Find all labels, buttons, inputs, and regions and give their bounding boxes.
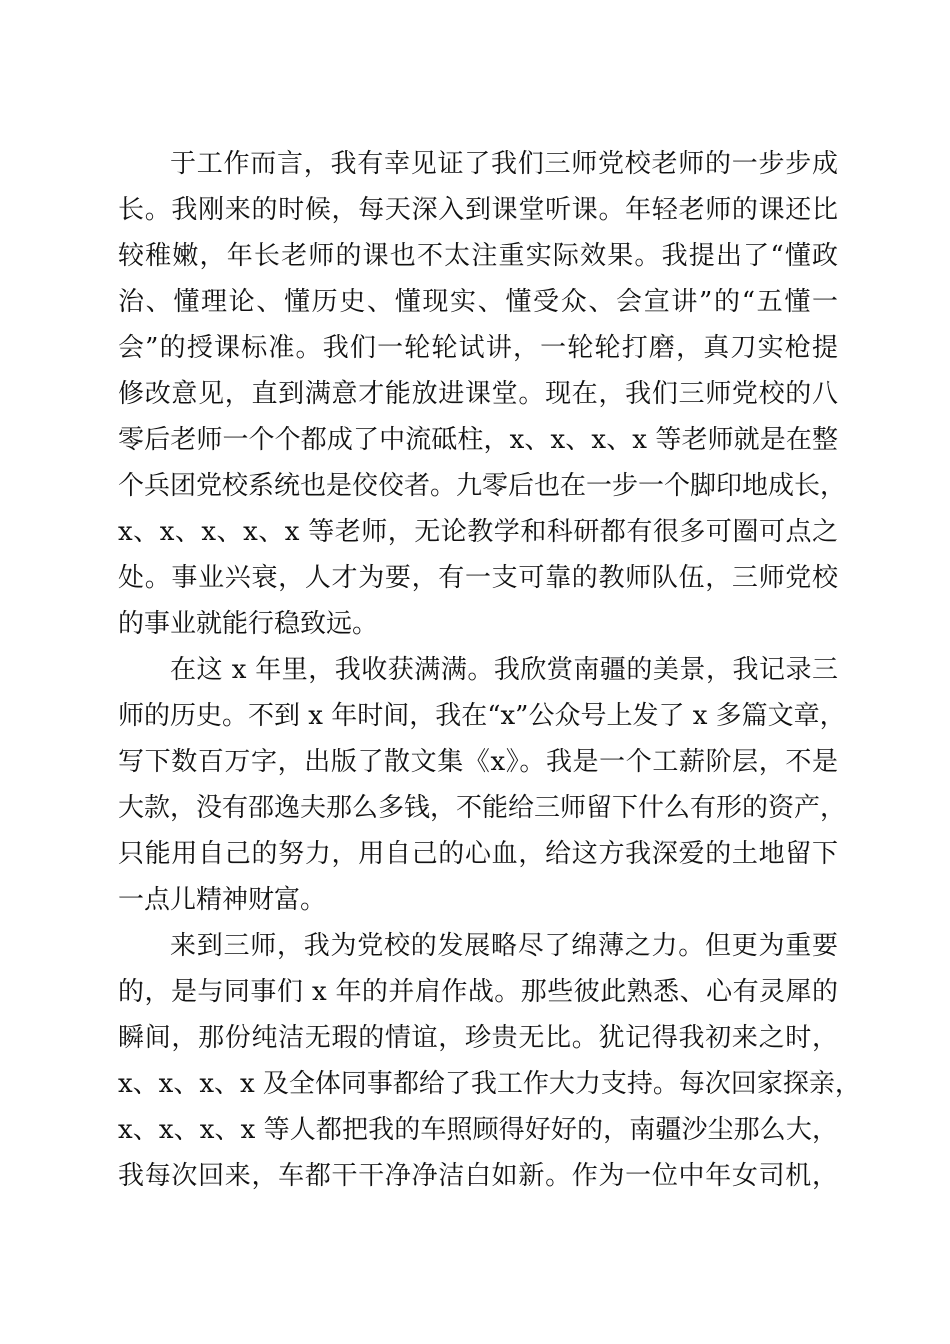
text-line: 瞬间，那份纯洁无瑕的情谊，珍贵无比。犹记得我初来之时，	[118, 1023, 838, 1053]
text-line: x、x、x、x 等人都把我的车照顾得好好的，南疆沙尘那么大，	[118, 1115, 838, 1145]
text-line: 个兵团党校系统也是佼佼者。九零后也在一步一个脚印地成长，	[118, 471, 847, 501]
text-line: 的，是与同事们 x 年的并肩作战。那些彼此熟悉、心有灵犀的	[118, 977, 838, 1007]
text-line: 在这 x 年里，我收获满满。我欣赏南疆的美景，我记录三	[170, 655, 838, 685]
text-line: 一点儿精神财富。	[118, 885, 327, 915]
text-line: 师的历史。不到 x 年时间，我在“x”公众号上发了 x 多篇文章，	[118, 701, 846, 731]
text-line: 零后老师一个个都成了中流砥柱，x、x、x、x 等老师就是在整	[118, 425, 838, 455]
text-line: 的事业就能行稳致远。	[118, 609, 379, 639]
text-line: 治、懂理论、懂历史、懂现实、懂受众、会宣讲”的“五懂一	[118, 287, 838, 317]
text-line: 修改意见，直到满意才能放进课堂。现在，我们三师党校的八	[118, 379, 838, 409]
text-line: 大款，没有邵逸夫那么多钱，不能给三师留下什么有形的资产，	[118, 793, 847, 823]
text-line: x、x、x、x、x 等老师，无论教学和科研都有很多可圈可点之	[118, 517, 838, 547]
text-line: 只能用自己的努力，用自己的心血，给这方我深爱的土地留下	[118, 839, 838, 869]
text-line: x、x、x、x 及全体同事都给了我工作大力支持。每次回家探亲，	[118, 1069, 861, 1099]
text-line: 长。我刚来的时候，每天深入到课堂听课。年轻老师的课还比	[118, 195, 838, 225]
paragraph-3	[118, 923, 861, 1199]
text-line: 写下数百万字，出版了散文集《x》。我是一个工薪阶层，不是	[118, 747, 838, 777]
paragraph-1	[118, 141, 847, 647]
text-line: 会”的授课标准。我们一轮轮试讲，一轮轮打磨，真刀实枪提	[118, 333, 838, 363]
text-line: 于工作而言，我有幸见证了我们三师党校老师的一步步成	[170, 149, 838, 179]
text-line: 来到三师，我为党校的发展略尽了绵薄之力。但更为重要	[170, 931, 838, 961]
paragraph-2	[118, 647, 847, 923]
body-text	[118, 141, 861, 1199]
text-line: 较稚嫩，年长老师的课也不太注重实际效果。我提出了“懂政	[118, 241, 838, 271]
text-line: 我每次回来，车都干干净净洁白如新。作为一位中年女司机，	[118, 1161, 838, 1191]
text-line: 处。事业兴衰，人才为要，有一支可靠的教师队伍，三师党校	[118, 563, 838, 593]
